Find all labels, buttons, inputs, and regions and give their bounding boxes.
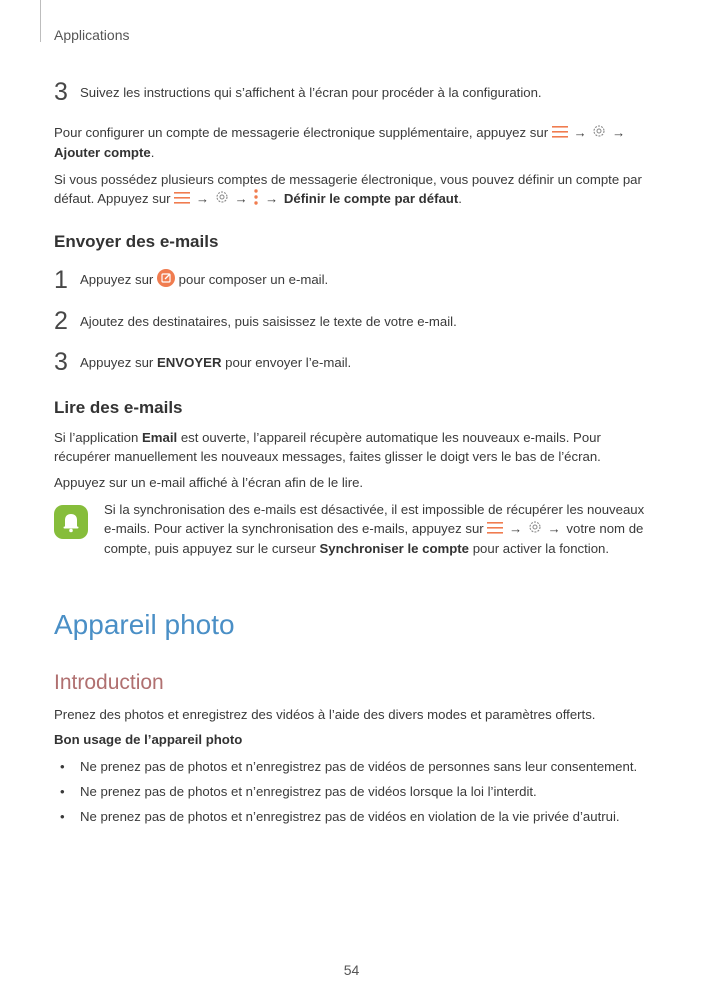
read-heading: Lire des e-mails — [54, 398, 183, 417]
read-paragraph-1 — [54, 428, 654, 466]
send-step-2 — [54, 309, 457, 334]
setup-step — [54, 80, 542, 105]
header-rule — [40, 0, 41, 42]
bullet-text: Ne prenez pas de photos et n’enregistrez pas de vidéos en violation de la vie privée d’autrui. — [80, 809, 620, 824]
step-text: Ajoutez des destinataires, puis saisissez le texte de votre e-mail. — [80, 313, 457, 329]
config-paragraph-1 — [54, 123, 654, 162]
list-item — [54, 807, 620, 826]
arrow: → — [547, 521, 561, 537]
bold-term: Email — [141, 430, 178, 445]
step-number: 1 — [54, 266, 68, 294]
text: Appuyez sur — [80, 354, 154, 370]
bold-term: ENVOYER — [156, 354, 222, 370]
step-number: 3 — [54, 348, 68, 376]
text: est ouverte, l’appareil récupère automatique les nouveaux e-mails. Pour récupérer manuellement les nouveaux messages, faites glisser le doigt vers le bas de l’écran. — [54, 430, 601, 465]
config-paragraph-2 — [54, 170, 654, 210]
list-item — [54, 757, 637, 776]
step-number: 3 — [54, 78, 68, 106]
usage-heading: Bon usage de l’appareil photo — [54, 732, 243, 747]
sync-note — [104, 500, 649, 558]
bold-term: Ajouter compte — [54, 145, 151, 161]
read-paragraph-2: Appuyez sur un e-mail affiché à l’écran afin de le lire. — [54, 475, 364, 490]
step-text: Suivez les instructions qui s’affichent à l’écran pour procéder à la configuration. — [80, 84, 542, 100]
bold-term: Synchroniser le compte — [319, 541, 470, 557]
bullet-text: Ne prenez pas de photos et n’enregistrez pas de vidéos de personnes sans leur consentement. — [80, 759, 638, 774]
page-number: 54 — [343, 962, 360, 978]
menu-icon — [487, 520, 503, 539]
step-number: 2 — [54, 307, 68, 335]
send-step-3 — [54, 350, 351, 375]
send-heading: Envoyer des e-mails — [54, 232, 219, 251]
text: . — [150, 145, 155, 161]
gear-icon — [215, 190, 229, 209]
bullet-dot: • — [60, 759, 65, 774]
bullet-dot: • — [60, 784, 65, 799]
intro-heading: Introduction — [54, 671, 164, 694]
bullet-text: Ne prenez pas de photos et n’enregistrez pas de vidéos lorsque la loi l’interdit. — [80, 784, 537, 799]
text: Si la synchronisation des e-mails est désactivée, il est impossible de récupérer les nouveaux e-mails. Pour activer la synchronisation des e-mails, appuyez sur — [104, 502, 645, 537]
send-step-1 — [54, 268, 328, 293]
arrow: → — [195, 191, 210, 207]
chapter-title: Appareil photo — [54, 609, 235, 640]
notification-bell-icon — [54, 505, 88, 539]
gear-icon — [528, 520, 542, 539]
text: pour activer la fonction. — [472, 541, 610, 557]
bullet-dot: • — [60, 809, 65, 824]
text: Pour configurer un compte de messagerie électronique supplémentaire, appuyez sur — [54, 125, 549, 140]
text: pour composer un e-mail. — [178, 271, 329, 287]
list-item — [54, 782, 537, 801]
gear-icon — [592, 124, 606, 143]
text: Si l’application — [54, 430, 139, 445]
menu-icon — [174, 190, 190, 209]
text: . — [458, 191, 462, 207]
text: Appuyez sur — [80, 271, 154, 287]
arrow: → — [611, 125, 626, 140]
text: Si vous possédez plusieurs comptes de messagerie électronique, vous pouvez définir un compte par défaut. Appuyez sur — [54, 172, 642, 207]
compose-icon — [157, 269, 175, 292]
intro-text: Prenez des photos et enregistrez des vidéos à l’aide des divers modes et paramètres offerts. — [54, 707, 596, 722]
more-icon — [253, 189, 259, 210]
arrow: → — [264, 191, 279, 207]
menu-icon — [552, 124, 568, 143]
text: pour envoyer l’e-mail. — [225, 354, 352, 370]
bold-term: Définir le compte par défaut — [283, 191, 459, 207]
arrow: → — [573, 125, 587, 140]
section-label: Applications — [54, 27, 130, 43]
text: votre nom de compte, puis appuyez sur le curseur — [104, 521, 644, 557]
arrow: → — [509, 521, 523, 537]
arrow: → — [234, 191, 248, 207]
